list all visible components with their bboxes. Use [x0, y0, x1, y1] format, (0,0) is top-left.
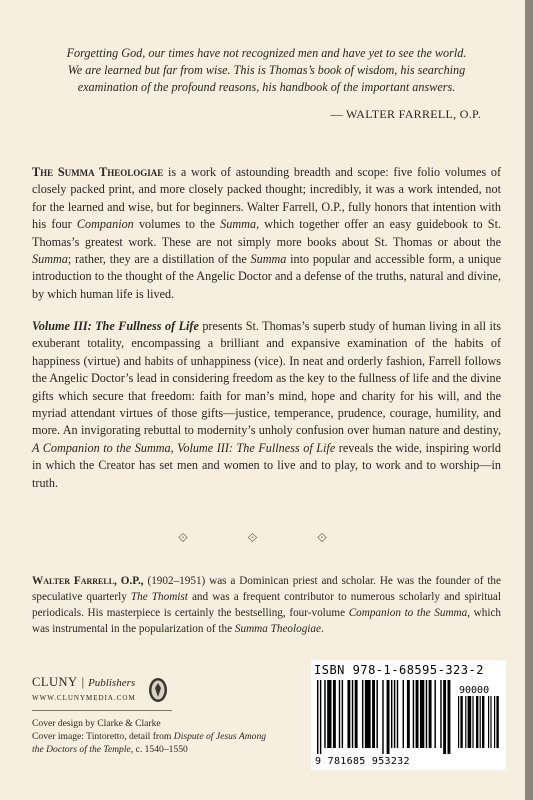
barcode-bar: [391, 680, 392, 748]
barcode-bar: [448, 680, 451, 754]
barcode-bar: [362, 680, 363, 748]
barcode-bar: [460, 696, 462, 748]
barcode-bar: [333, 680, 336, 748]
quote-attribution: — WALTER FARRELL, O.P.: [330, 107, 481, 121]
paragraph-text: ; rather, they are a distillation of the: [67, 252, 251, 267]
italic-title: Companion to the Summa: [348, 607, 468, 619]
addon-barcode-bars: [458, 696, 502, 754]
barcode-bar: [468, 696, 472, 748]
price-code: 90000: [459, 685, 490, 696]
barcode-bar: [365, 680, 371, 748]
barcode-bar: [382, 680, 383, 754]
epigraph-quote: [40, 45, 493, 96]
publisher-url: WWW.CLUNYMEDIA.COM: [32, 694, 136, 702]
barcode-bar: [490, 696, 491, 748]
barcode-bar: [324, 680, 325, 748]
paragraph-text: presents St. Thomas’s superb study of human living in all its exuberant totality, encompassing a brilliant and expansive examination of the habits of happiness (virtue) and habits of unhappiness (vice). In neat and orderly fashion, Farrell follows the Angelic Doctor’s lead in considering freedom as the key to the fullness of life and the divine gifts which secure that freedom: faith for man’s mind, hope and charity for his will, and the myriad attendant virtues of those gifts—justice, temperance, prudence, courage, humility, and more. An invigorating rebuttal to modernity’s unholy confusion over human nature and destiny,: [32, 319, 501, 438]
barcode-bar: [394, 680, 395, 748]
credit-text: , c. 1540–1550: [130, 744, 188, 755]
barcode-bar: [494, 696, 495, 748]
isbn-label: ISBN 978-1-68595-323-2: [314, 663, 484, 677]
paragraph-text: volumes to the: [133, 217, 221, 232]
publisher-divider: [32, 710, 172, 711]
barcode-bar: [443, 680, 446, 754]
barcode-bar: [320, 680, 321, 754]
quote-line: examination of the profound reasons, his handbook of the important answers.: [77, 80, 456, 94]
publisher-subtitle: Publishers: [88, 677, 136, 689]
italic-title: The Thomist: [130, 591, 188, 603]
publisher-name: CLUNY: [32, 675, 78, 689]
quote-line: We are learned but far from wise. This is Thomas’s book of wisdom, his searching: [67, 63, 466, 77]
barcode-bar: [472, 696, 473, 748]
barcode-bar: [429, 680, 432, 748]
italic-title: A Companion to the Summa, Volume III: The Fullness of Life: [32, 440, 336, 455]
paragraph-text: is a work of astounding breadth and scope: five folio volumes of closely packed print, and more closely packed thought; incredibly, it was a work intended, not for the learned and wise, but for beginners. Walter Farrell, O.P., fully honors that intention with his four: [32, 165, 502, 232]
cover-credits: [32, 717, 272, 756]
barcode-bar: [476, 696, 478, 748]
italic-title: Summa: [32, 252, 68, 267]
barcode-bar: [458, 696, 459, 748]
barcode-bar: [342, 680, 343, 748]
bio-text: .: [320, 623, 324, 635]
paragraph-text: reveals the wide, inspiring world in which the Creator has set men and women to live and to play, to work and to worship—in truth.: [32, 440, 501, 490]
publisher-seal-icon: [148, 677, 168, 703]
barcode-bar: [416, 680, 419, 748]
bio-text: (1902–1951) was a Dominican priest and scholar. He was the founder of the speculative quarterly: [32, 575, 501, 603]
barcode-bar: [496, 696, 498, 748]
isbn-barcode: [311, 660, 506, 770]
barcode-bar: [440, 680, 441, 748]
barcode-bar: [465, 696, 466, 748]
barcode-digits: 9 781685 953232: [315, 756, 410, 767]
paragraph-lead: Volume III: The Fullness of Life: [32, 319, 199, 333]
barcode-bar: [488, 696, 489, 748]
credit-artwork-title: Dispute of Jesus Among the Doctors of the Temple: [32, 731, 267, 755]
italic-title: Summa: [220, 217, 257, 232]
author-name: Walter Farrell, O.P.,: [32, 575, 144, 587]
italic-title: Companion: [76, 217, 134, 232]
barcode-bar: [327, 680, 331, 748]
barcode-bar: [352, 680, 353, 748]
author-bio: [32, 573, 501, 637]
barcode-bar: [397, 680, 398, 748]
paragraph-text: into popular and accessible form, a unique introduction to the thought of the Angelic Doctor and a defense of the truths, natural and divine, by which human life is lived.: [32, 252, 501, 301]
section-ornaments: ⟐ ⟐ ⟐: [177, 530, 356, 545]
italic-title: Summa Theologiae: [234, 623, 321, 635]
bio-text: , which was instrumental in the popularization of the: [32, 607, 501, 635]
barcode-bar: [376, 680, 377, 748]
barcode-bar: [413, 680, 414, 748]
barcode-bar: [347, 680, 350, 748]
barcode-bar: [403, 680, 404, 748]
description-paragraph-1: [32, 164, 501, 303]
barcode-bar: [372, 680, 375, 748]
credit-design: Cover design by Clarke & Clarke: [32, 718, 161, 729]
barcode-bar: [387, 680, 390, 754]
bio-text: and was a frequent contributor to numerous scholarly and spiritual periodicals. His masterpiece is certainly the bestselling, four-volume: [32, 591, 502, 619]
barcode-bar: [482, 696, 484, 748]
barcode-bar: [339, 680, 340, 748]
quote-line: Forgetting God, our times have not recognized men and have yet to see the world.: [66, 46, 467, 60]
spine-edge-strip: [525, 0, 533, 800]
barcode-bar: [355, 680, 358, 748]
barcode-bar: [480, 696, 481, 748]
publisher-separator: |: [81, 675, 85, 689]
credit-image: [32, 730, 272, 756]
barcode-bar: [434, 680, 435, 748]
publisher-block: [32, 675, 136, 702]
ean-barcode-bars: [317, 680, 453, 754]
barcode-bar: [426, 680, 427, 748]
credit-text: Cover image: Tintoretto, detail from: [32, 731, 174, 742]
barcode-bar: [317, 680, 318, 754]
barcode-bar: [407, 680, 410, 748]
paragraph-text: , which together offer an easy guidebook to St. Thomas’s greatest work. These are not simply more books about St. Thomas or about the: [32, 217, 502, 249]
barcode-bar: [420, 680, 424, 748]
italic-title: Summa: [250, 252, 287, 267]
paragraph-lead: The Summa Theologiae: [32, 165, 164, 179]
description-paragraph-2: [32, 318, 501, 492]
